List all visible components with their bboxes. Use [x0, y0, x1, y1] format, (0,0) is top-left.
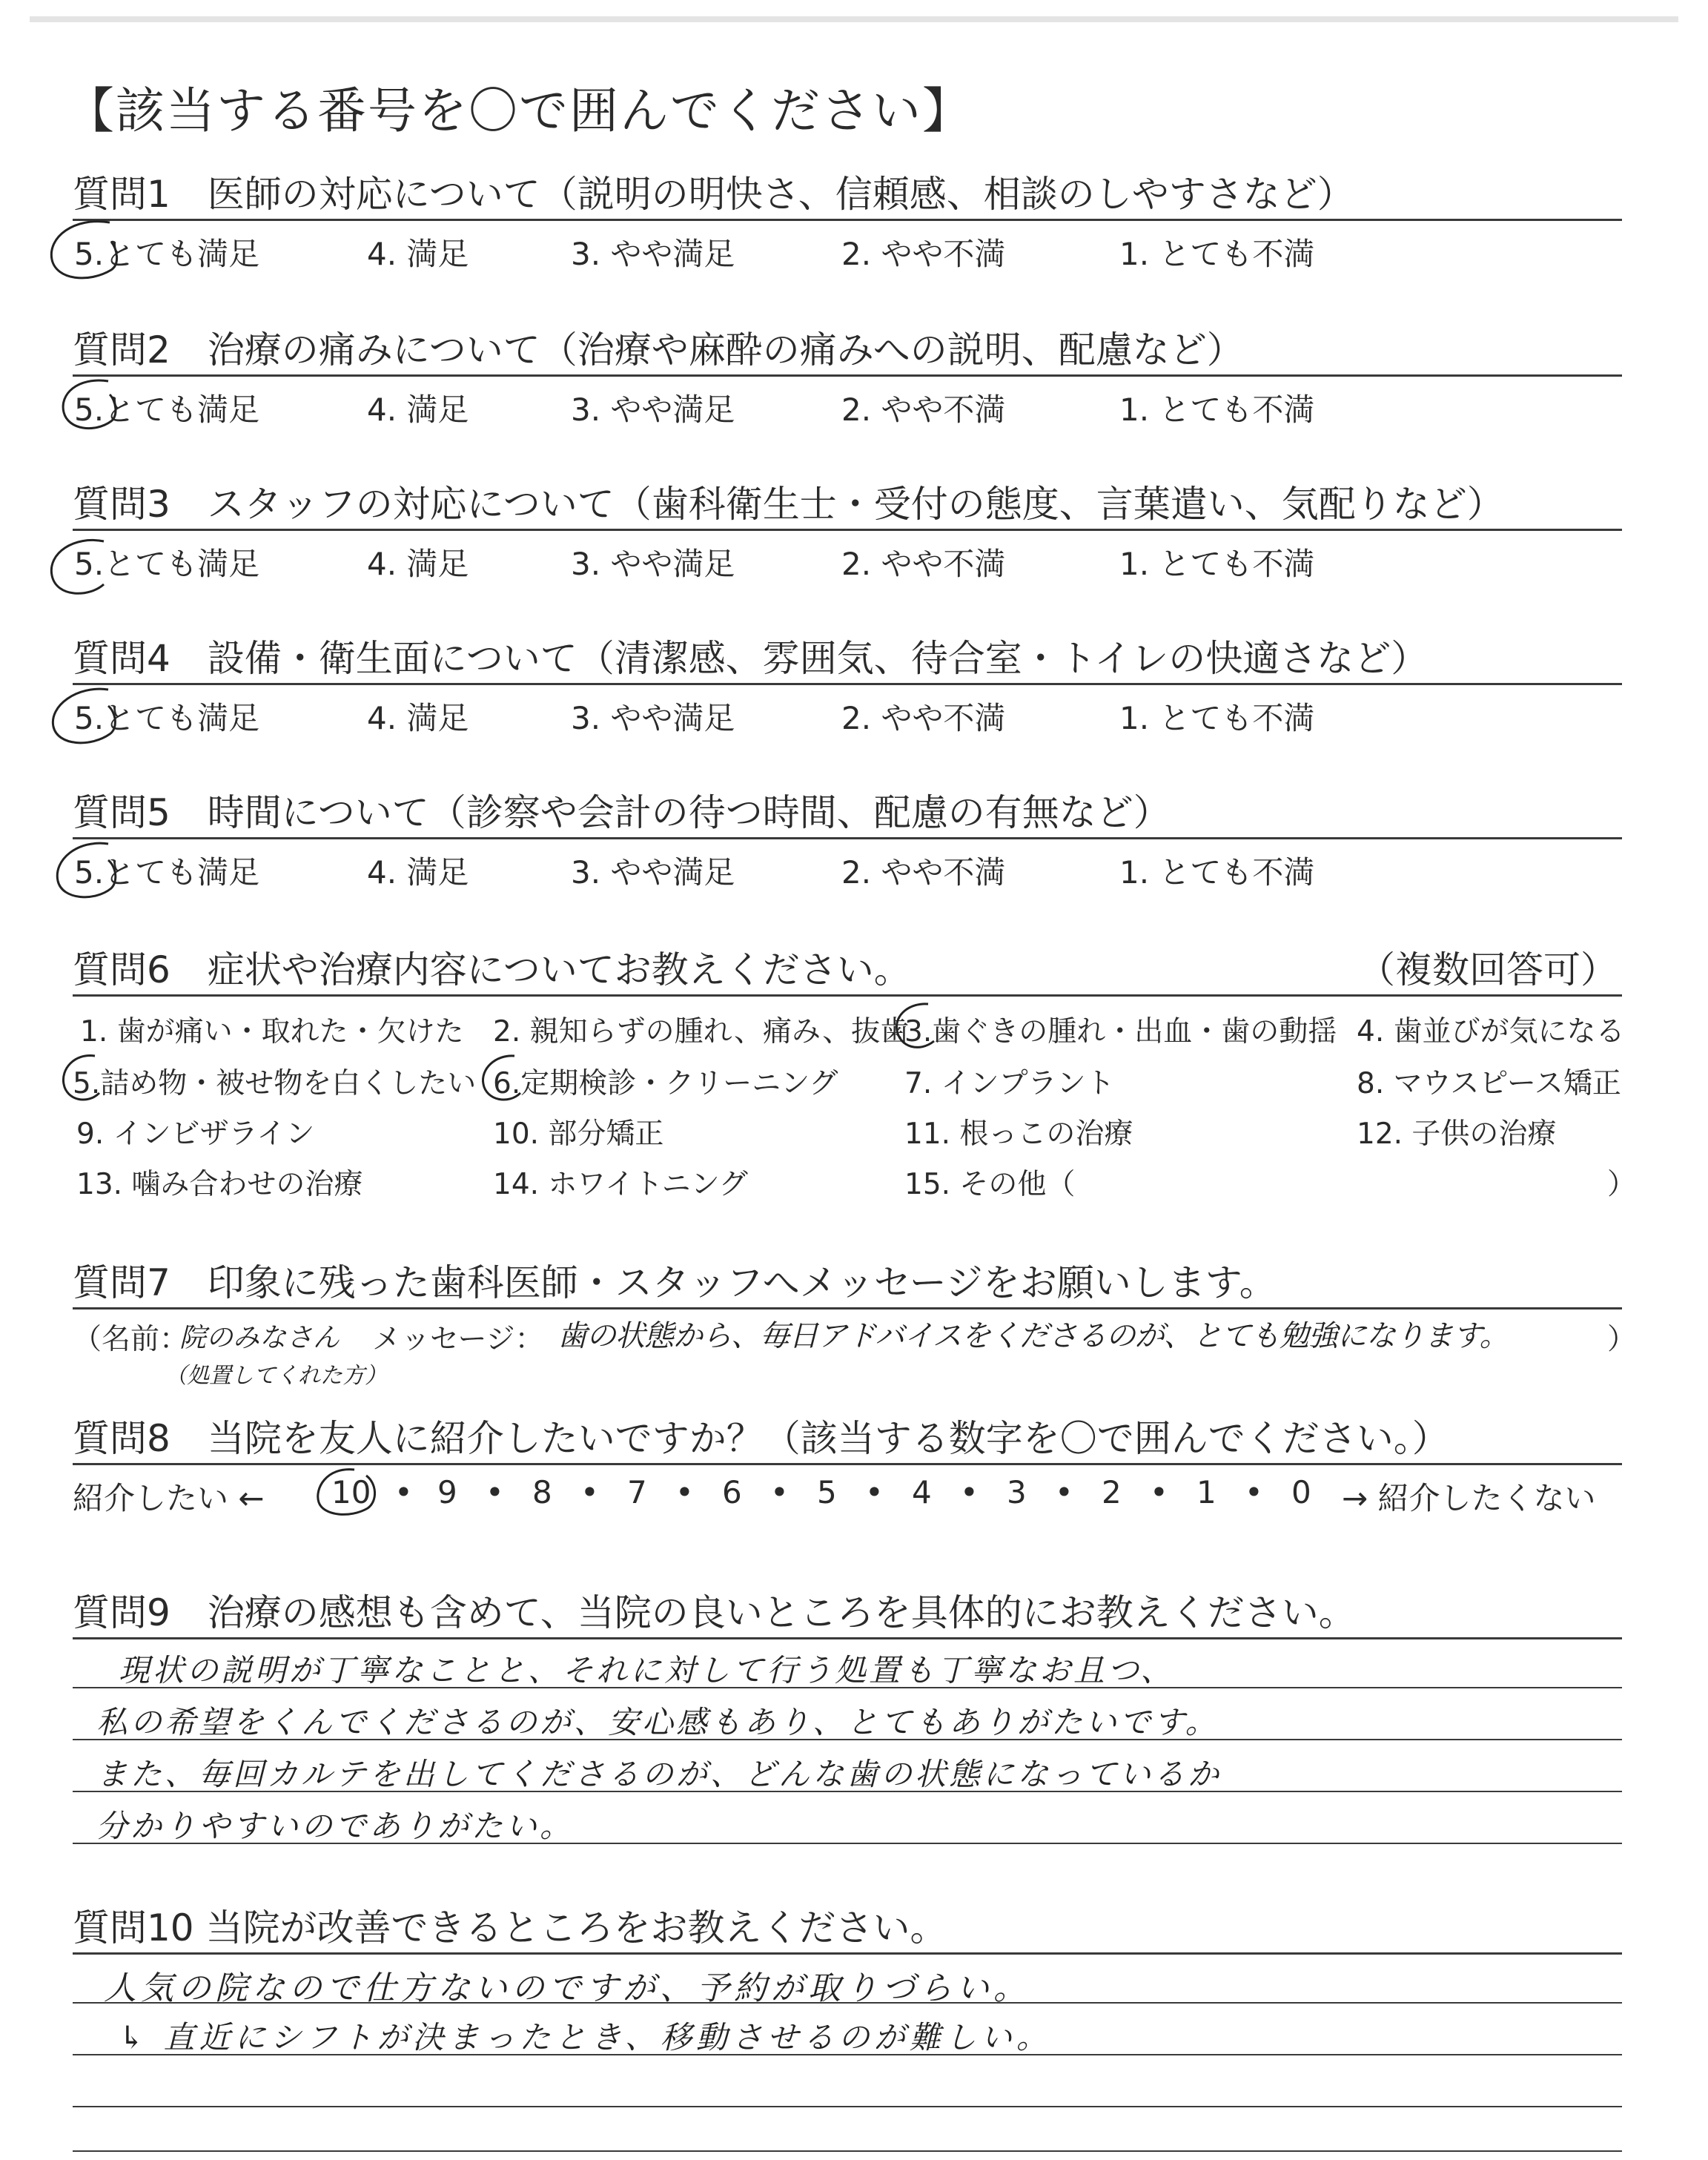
scale-separator: • [1150, 1474, 1168, 1510]
symptom-option-11[interactable]: 11. 根っこの治療 [904, 1117, 1133, 1151]
scale-7[interactable]: 7 [627, 1474, 647, 1510]
option-5[interactable]: 5.とても満足 [74, 854, 260, 891]
question-heading: 質問10 当院が改善できるところをお教えください。 [73, 1906, 947, 1949]
name-label: （名前： [73, 1323, 189, 1356]
recommend-right-label: → 紹介したくない [1342, 1480, 1596, 1516]
circle-q8-scale-10 [318, 1470, 375, 1515]
scale-4[interactable]: 4 [912, 1474, 932, 1510]
name-value[interactable]: 院のみなさん [179, 1323, 340, 1353]
scale-separator: • [865, 1474, 884, 1510]
option-3[interactable]: 3. やや満足 [571, 546, 735, 582]
symptom-option-7[interactable]: 7. インプラント [904, 1067, 1115, 1100]
page-title: 【該当する番号を〇で囲んでください】 [65, 82, 973, 139]
answer-text-line[interactable]: 現状の説明が丁寧なことと、それに対して行う処置も丁寧なお且つ、 [119, 1652, 1175, 1688]
symptom-option-3[interactable]: 3.歯ぐきの腫れ・出血・歯の動揺 [904, 1015, 1337, 1048]
circle-q3-option-5 [51, 540, 104, 593]
question-heading: 質問8 当院を友人に紹介したいですか？（該当する数字を〇で囲んでください。） [73, 1417, 1449, 1460]
question-heading: 質問1 医師の対応について（説明の明快さ、信頼感、相談のしやすさなど） [73, 173, 1354, 216]
symptom-option-10[interactable]: 10. 部分矯正 [493, 1117, 664, 1151]
circle-q6-option-5 [63, 1056, 99, 1100]
option-2[interactable]: 2. やや不満 [841, 392, 1006, 428]
option-1[interactable]: 1. とても不満 [1119, 700, 1315, 736]
question-heading: 質問7 印象に残った歯科医師・スタッフへメッセージをお願いします。 [73, 1261, 1277, 1304]
scale-0[interactable]: 0 [1291, 1474, 1311, 1510]
question-heading: 質問3 スタッフの対応について（歯科衛生士・受付の態度、言葉遣い、気配りなど） [73, 483, 1504, 526]
scale-separator: • [1245, 1474, 1263, 1510]
answer-text-line[interactable]: 分かりやすいのでありがたい。 [96, 1808, 575, 1844]
circle-q6-option-3 [897, 1004, 934, 1048]
symptom-option-1[interactable]: 1. 歯が痛い・取れた・欠けた [80, 1015, 464, 1048]
recommend-left-label: 紹介したい ← [73, 1480, 265, 1516]
message-value[interactable]: 歯の状態から、毎日アドバイスをくださるのが、とても勉強になります。 [557, 1319, 1509, 1353]
other-close-paren: ） [1607, 1168, 1637, 1201]
answer-text-line[interactable]: 私の希望をくんでくださるのが、安心感もあり、とてもありがたいです。 [96, 1704, 1219, 1740]
scale-separator: • [960, 1474, 979, 1510]
symptom-option-6[interactable]: 6.定期検診・クリーニング [493, 1067, 838, 1100]
option-1[interactable]: 1. とても不満 [1119, 236, 1315, 272]
option-4[interactable]: 4. 満足 [367, 392, 469, 428]
option-3[interactable]: 3. やや満足 [571, 236, 735, 272]
scale-separator: • [580, 1474, 599, 1510]
option-4[interactable]: 4. 満足 [367, 854, 469, 891]
scale-separator: • [486, 1474, 504, 1510]
circle-q6-option-6 [483, 1056, 520, 1100]
name-note: （処置してくれた方） [165, 1363, 387, 1389]
scale-10[interactable]: 10 [331, 1474, 371, 1510]
option-3[interactable]: 3. やや満足 [571, 392, 735, 428]
option-5[interactable]: 5.とても満足 [74, 236, 260, 272]
scale-separator: • [770, 1474, 789, 1510]
circle-q4-option-5 [53, 689, 115, 743]
answer-text-line[interactable]: 人気の院なので仕方ないのですが、予約が取りづらい。 [104, 1969, 1030, 2007]
option-4[interactable]: 4. 満足 [367, 546, 469, 582]
symptom-option-4[interactable]: 4. 歯並びが気になる [1357, 1015, 1625, 1048]
scale-9[interactable]: 9 [437, 1474, 457, 1510]
circle-q2-option-5 [63, 380, 116, 429]
symptom-option-13[interactable]: 13. 噛み合わせの治療 [76, 1168, 363, 1201]
answer-text-line[interactable]: ↳ 直近にシフトが決まったとき、移動させるのが難しい。 [119, 2019, 1052, 2055]
symptom-option-8[interactable]: 8. マウスピース矯正 [1357, 1067, 1621, 1100]
option-1[interactable]: 1. とても不満 [1119, 546, 1315, 582]
answer-text-line[interactable]: また、毎回カルテを出してくださるのが、どんな歯の状態になっているか [96, 1756, 1222, 1792]
option-1[interactable]: 1. とても不満 [1119, 854, 1315, 891]
option-3[interactable]: 3. やや満足 [571, 854, 735, 891]
circle-q1-option-5 [51, 222, 116, 278]
scale-3[interactable]: 3 [1007, 1474, 1027, 1510]
circle-q5-option-5 [57, 843, 116, 897]
option-5[interactable]: 5.とても満足 [74, 392, 260, 428]
option-2[interactable]: 2. やや不満 [841, 546, 1006, 582]
scale-5[interactable]: 5 [817, 1474, 837, 1510]
symptom-option-15[interactable]: 15. その他（ [904, 1168, 1076, 1201]
option-2[interactable]: 2. やや不満 [841, 236, 1006, 272]
question-heading: 質問4 設備・衛生面について（清潔感、雰囲気、待合室・トイレの快適さなど） [73, 637, 1429, 680]
question-heading: 質問5 時間について（診察や会計の待つ時間、配慮の有無など） [73, 791, 1171, 834]
multiple-answers-note: （複数回答可） [1358, 948, 1618, 991]
scale-1[interactable]: 1 [1196, 1474, 1217, 1510]
scale-separator: • [394, 1474, 413, 1510]
symptom-option-5[interactable]: 5.詰め物・被せ物を白くしたい [73, 1067, 477, 1100]
question-heading: 質問2 治療の痛みについて（治療や麻酔の痛みへの説明、配慮など） [73, 328, 1244, 371]
symptom-option-14[interactable]: 14. ホワイトニング [493, 1168, 748, 1201]
option-5[interactable]: 5.とても満足 [74, 700, 260, 736]
message-close-paren: ） [1607, 1323, 1637, 1356]
option-2[interactable]: 2. やや不満 [841, 854, 1006, 891]
scale-separator: • [675, 1474, 694, 1510]
option-4[interactable]: 4. 満足 [367, 236, 469, 272]
option-1[interactable]: 1. とても不満 [1119, 392, 1315, 428]
option-2[interactable]: 2. やや不満 [841, 700, 1006, 736]
option-4[interactable]: 4. 満足 [367, 700, 469, 736]
scale-separator: • [1055, 1474, 1073, 1510]
option-5[interactable]: 5.とても満足 [74, 546, 260, 582]
message-label: メッセージ： [372, 1323, 544, 1356]
symptom-option-12[interactable]: 12. 子供の治療 [1357, 1117, 1557, 1151]
symptom-option-9[interactable]: 9. インビザライン [76, 1117, 315, 1151]
scale-6[interactable]: 6 [722, 1474, 742, 1510]
scale-2[interactable]: 2 [1102, 1474, 1122, 1510]
option-3[interactable]: 3. やや満足 [571, 700, 735, 736]
question-heading: 質問9 治療の感想も含めて、当院の良いところを具体的にお教えください。 [73, 1591, 1356, 1634]
scale-8[interactable]: 8 [532, 1474, 552, 1510]
symptom-option-2[interactable]: 2. 親知らずの腫れ、痛み、抜歯 [493, 1015, 910, 1048]
question-heading: 質問6 症状や治療内容についてお教えください。 [73, 948, 911, 991]
